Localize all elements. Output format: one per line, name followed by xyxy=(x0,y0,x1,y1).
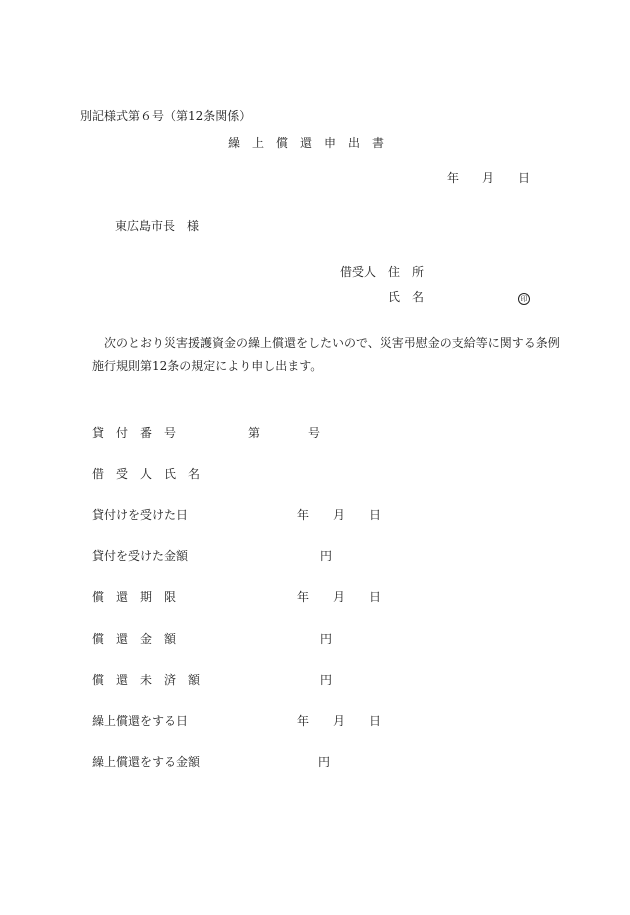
field-label-repayment-deadline: 償 還 期 限 xyxy=(92,590,177,604)
field-label-unpaid-balance: 償 還 未 済 額 xyxy=(92,673,201,687)
field-label-early-repayment-amount: 繰上償還をする金額 xyxy=(92,755,201,769)
early-repayment-date-month: 月 xyxy=(333,714,346,728)
body-text-line-2: 施行規則第12条の規定により申し出ます。 xyxy=(92,359,323,373)
seal-mark xyxy=(518,290,530,305)
loan-date-day: 日 xyxy=(369,508,382,522)
field-label-loan-number: 貸 付 番 号 xyxy=(92,426,177,440)
loan-amount-unit: 円 xyxy=(320,549,333,563)
repayment-deadline-day: 日 xyxy=(369,590,382,604)
date-day-label: 日 xyxy=(518,171,531,185)
loan-date-month: 月 xyxy=(333,508,346,522)
unpaid-balance-unit: 円 xyxy=(320,673,333,687)
repayment-deadline-year: 年 xyxy=(297,590,310,604)
early-repayment-date-year: 年 xyxy=(297,714,310,728)
early-repayment-amount-unit: 円 xyxy=(318,755,331,769)
applicant-role: 借受人 xyxy=(340,265,377,279)
field-label-early-repayment-date: 繰上償還をする日 xyxy=(92,714,189,728)
repayment-deadline-month: 月 xyxy=(333,590,346,604)
seal-icon: 印 xyxy=(518,293,530,305)
repayment-amount-unit: 円 xyxy=(320,632,333,646)
field-label-loan-amount: 貸付を受けた金額 xyxy=(92,549,189,563)
applicant-address-label: 住 所 xyxy=(388,265,425,279)
field-label-loan-date: 貸付けを受けた日 xyxy=(92,508,189,522)
addressee: 東広島市長 様 xyxy=(115,219,200,233)
body-text-line-1: 次のとおり災害援護資金の繰上償還をしたいので、災害弔慰金の支給等に関する条例 xyxy=(104,336,560,350)
form-label: 別記様式第６号（第12条関係） xyxy=(80,109,252,123)
loan-number-prefix: 第 xyxy=(248,426,261,440)
loan-number-suffix: 号 xyxy=(308,426,321,440)
date-month-label: 月 xyxy=(482,171,495,185)
applicant-name-label: 氏 名 xyxy=(388,290,425,304)
loan-date-year: 年 xyxy=(297,508,310,522)
date-year-label: 年 xyxy=(447,171,460,185)
field-label-repayment-amount: 償 還 金 額 xyxy=(92,632,177,646)
document-title: 繰 上 償 還 申 出 書 xyxy=(228,136,385,150)
field-label-borrower-name: 借 受 人 氏 名 xyxy=(92,467,201,481)
early-repayment-date-day: 日 xyxy=(369,714,382,728)
